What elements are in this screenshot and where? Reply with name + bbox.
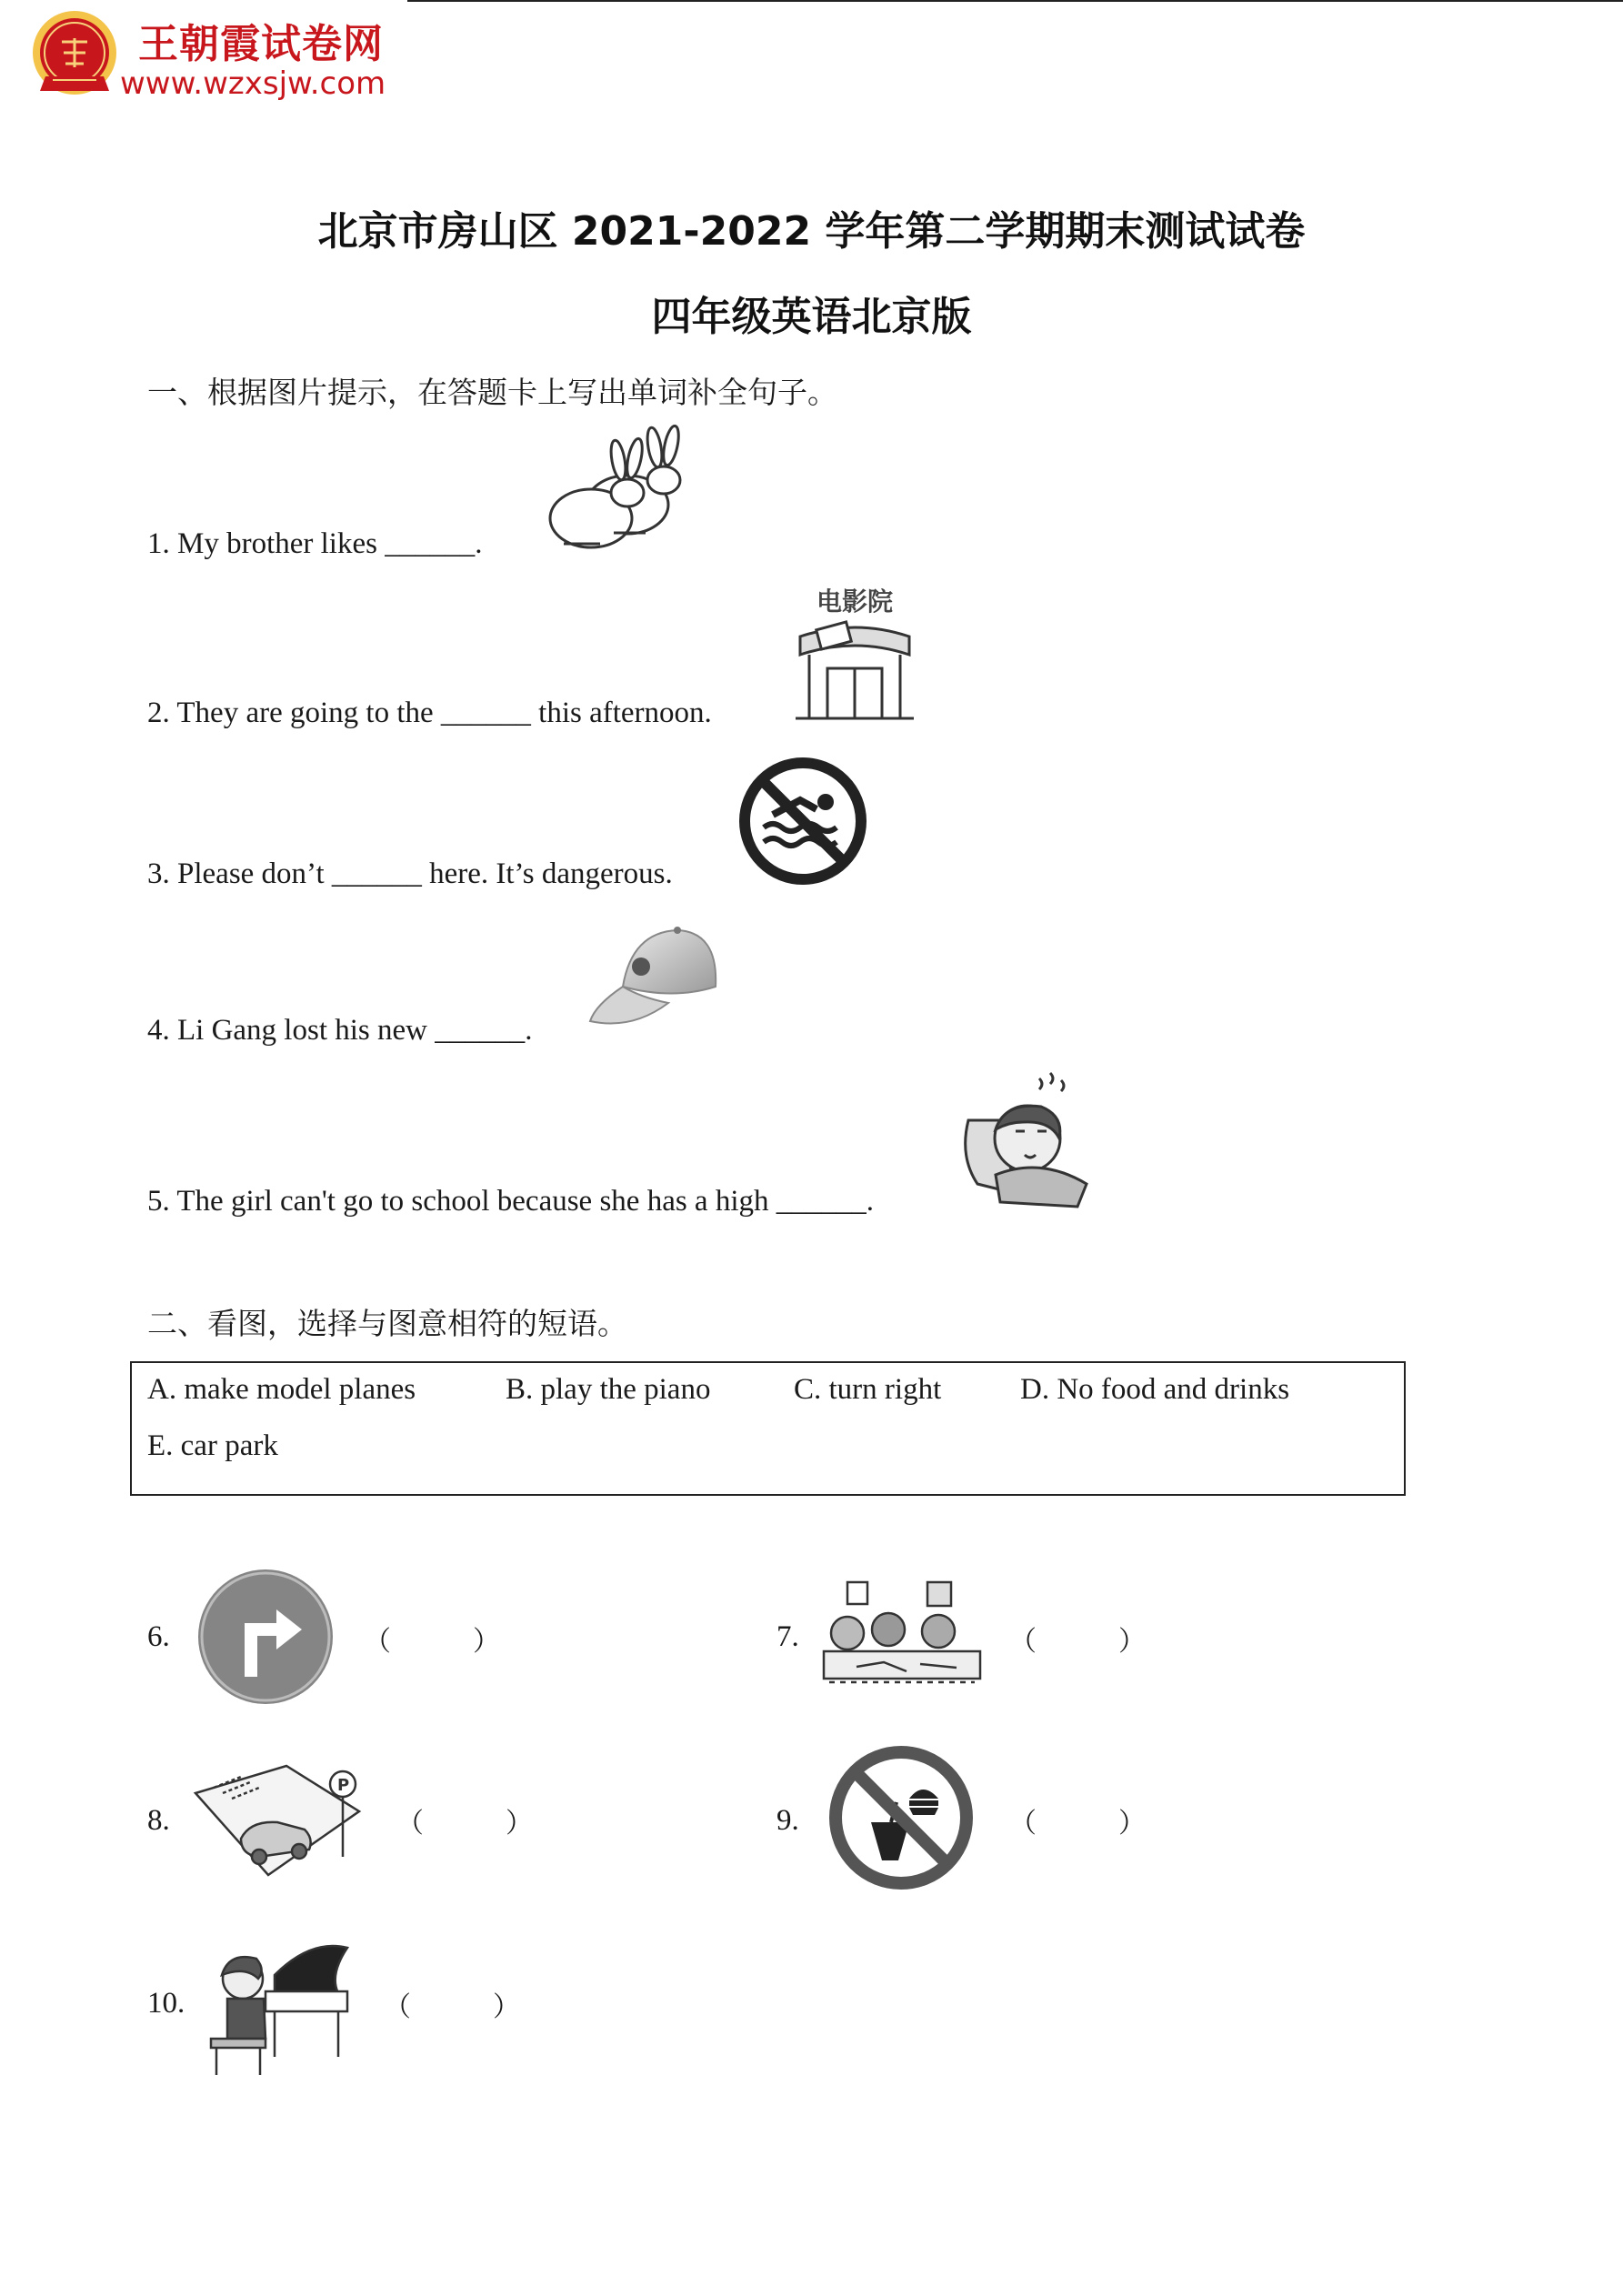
option-b: B. play the piano: [506, 1373, 711, 1406]
question-4: 4. Li Gang lost his new ______.: [147, 1014, 533, 1047]
section1-heading: 一、根据图片提示，在答题卡上写出单词补全句子。: [147, 375, 837, 410]
seal-icon: [25, 7, 124, 105]
item-7-number: 7.: [776, 1620, 799, 1653]
section2-heading: 二、看图，选择与图意相符的短语。: [147, 1306, 627, 1341]
item-8-number: 8.: [147, 1804, 170, 1837]
option-e: E. car park: [147, 1429, 278, 1462]
logo-url[interactable]: www.wzxsjw.com: [120, 65, 386, 102]
option-d: D. No food and drinks: [1020, 1373, 1290, 1406]
item-7-answer-blank[interactable]: （ ）: [1009, 1627, 1146, 1657]
item-10-number: 10.: [147, 1987, 185, 2020]
question-1: 1. My brother likes ______.: [147, 527, 483, 560]
item-6-number: 6.: [147, 1620, 170, 1653]
question-3: 3. Please don’t ______ here. It’s dangerous.: [147, 857, 673, 890]
item-9-answer-blank[interactable]: （ ）: [1009, 1809, 1146, 1839]
question-2: 2. They are going to the ______ this afternoon.: [147, 697, 712, 729]
rabbits-icon: [527, 427, 691, 555]
cinema-icon: [791, 582, 918, 727]
page-title: 北京市房山区 2021-2022 学年第二学期期末测试试卷: [317, 208, 1306, 255]
turn-right-sign-icon: [195, 1566, 336, 1708]
no-swimming-icon: [736, 755, 869, 887]
item-9-number: 9.: [776, 1804, 799, 1837]
sick-girl-icon: [959, 1066, 1096, 1211]
cinema-label: 电影院: [816, 587, 893, 617]
logo-name: 王朝霞试卷网: [138, 21, 384, 67]
car-park-icon: [186, 1757, 368, 1884]
header-rule: [407, 0, 1623, 2]
piano-player-icon: [202, 1939, 356, 2084]
item-10-answer-blank[interactable]: （ ）: [384, 1992, 520, 2022]
question-5: 5. The girl can't go to school because she has a high ______.: [147, 1185, 874, 1218]
svg-text:P: P: [337, 1776, 350, 1795]
site-logo: [25, 5, 498, 105]
item-6-answer-blank[interactable]: （ ）: [364, 1627, 500, 1657]
children-making-models-icon: [820, 1580, 984, 1693]
option-c: C. turn right: [794, 1373, 942, 1406]
cap-icon: [586, 923, 723, 1037]
no-food-drinks-icon: [827, 1744, 975, 1891]
page-subtitle: 四年级英语北京版: [651, 294, 972, 340]
option-a: A. make model planes: [147, 1373, 416, 1406]
item-8-answer-blank[interactable]: （ ）: [396, 1809, 533, 1839]
